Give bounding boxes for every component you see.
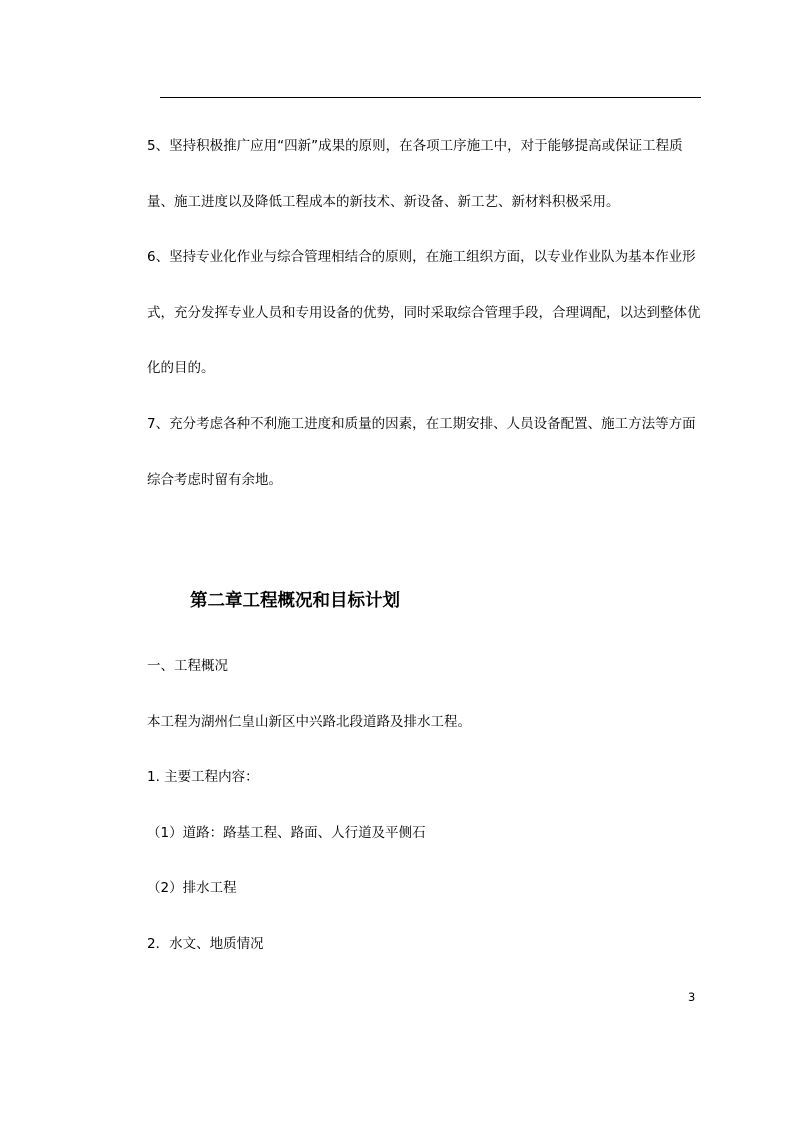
paragraph-line: 6、坚持专业化作业与综合管理相结合的原则，在施工组织方面，以专业作业队为基本作业形 xyxy=(147,249,696,265)
sub-item-road: （1）道路：路基工程、路面、人行道及平侧石 xyxy=(147,825,426,841)
section-heading: 一、工程概况 xyxy=(147,658,228,674)
header-rule xyxy=(160,97,701,98)
item-hydrology-geology: 2．水文、地质情况 xyxy=(147,936,264,952)
paragraph-line: 量、施工进度以及降低工程成本的新技术、新设备、新工艺、新材料积极采用。 xyxy=(147,194,620,210)
item-main-content: 1. 主要工程内容： xyxy=(147,769,259,785)
chapter-title: 第二章工程概况和目标计划 xyxy=(190,591,400,611)
paragraph-line: 化的目的。 xyxy=(147,360,215,376)
sub-item-drainage: （2）排水工程 xyxy=(147,880,237,896)
paragraph-line: 7、充分考虑各种不利施工进度和质量的因素，在工期安排、人员设备配置、施工方法等方面 xyxy=(147,416,696,432)
project-intro: 本工程为湖州仁皇山新区中兴路北段道路及排水工程。 xyxy=(147,714,471,730)
paragraph-line: 综合考虑时留有余地。 xyxy=(147,472,282,488)
paragraph-line: 5、坚持积极推广应用“四新”成果的原则，在各项工序施工中，对于能够提高或保证工程质 xyxy=(147,138,683,154)
paragraph-line: 式，充分发挥专业人员和专用设备的优势，同时采取综合管理手段，合理调配，以达到整体优 xyxy=(147,305,701,321)
page-number: 3 xyxy=(688,990,696,1004)
